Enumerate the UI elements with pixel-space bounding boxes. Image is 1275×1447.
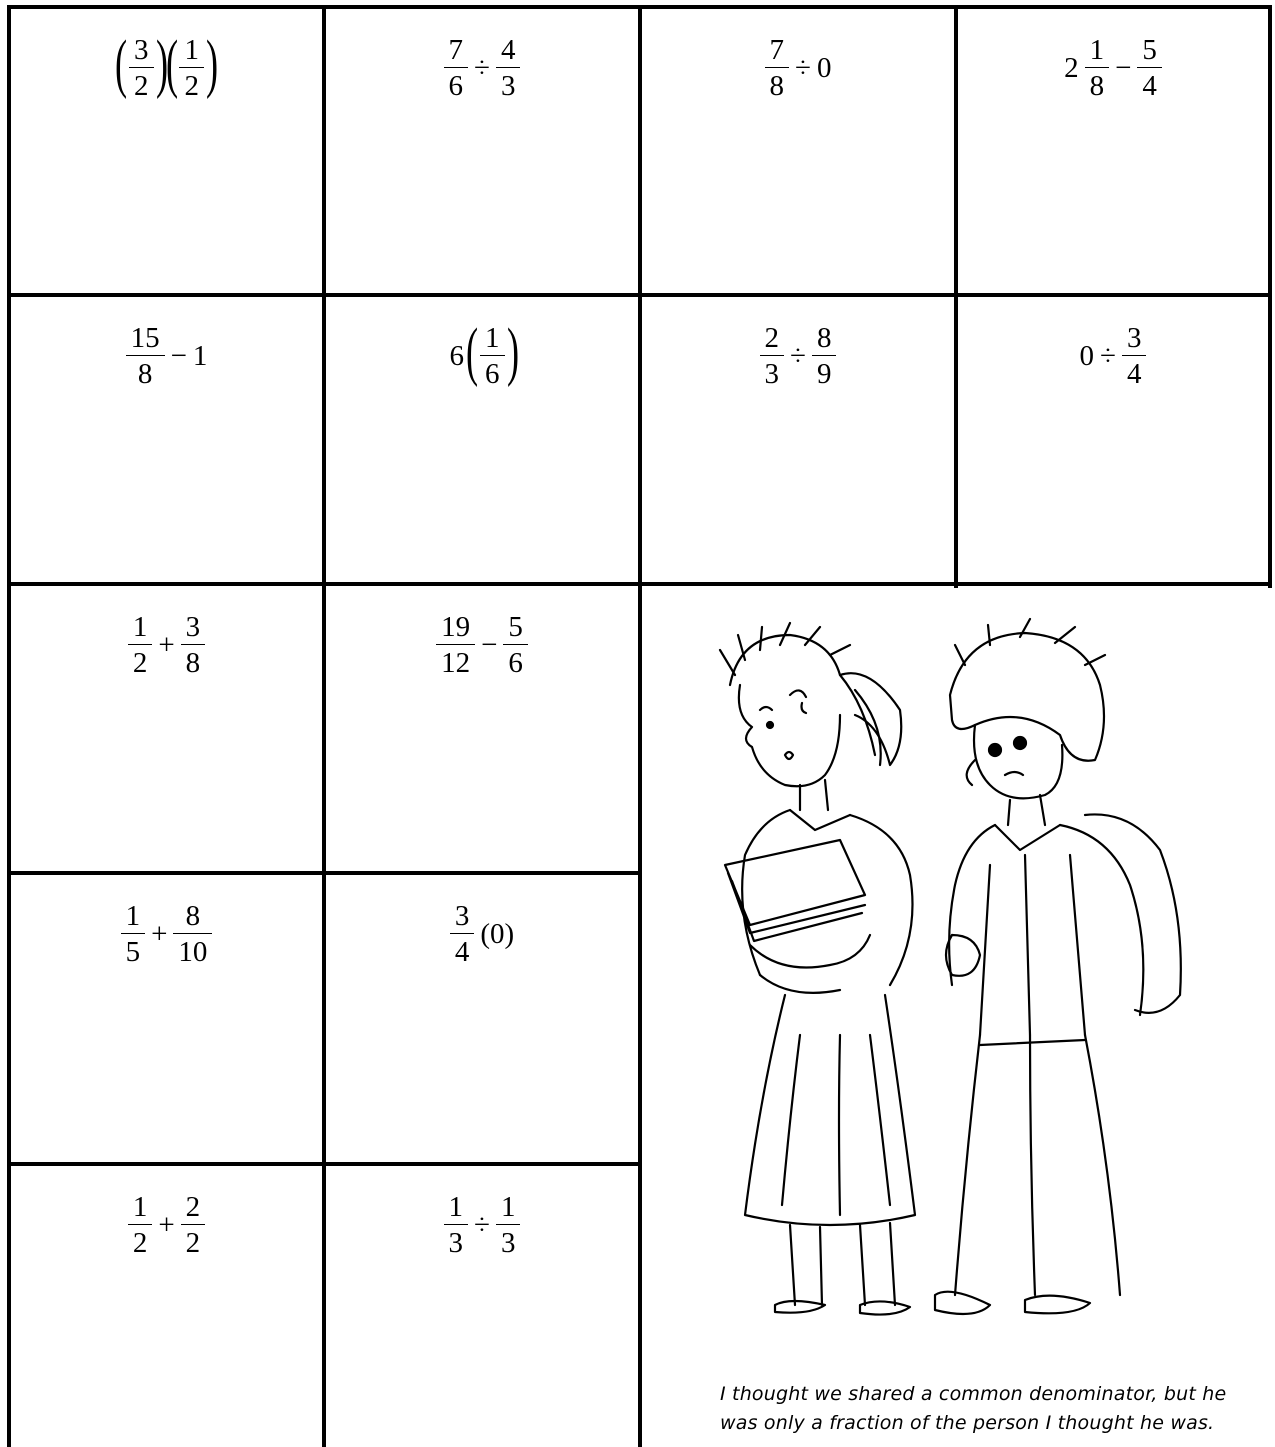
fraction — [760, 323, 785, 390]
numerator: 3 — [1126, 322, 1142, 354]
numerator: 1 — [184, 34, 199, 66]
problem-cell-r2c3 — [642, 297, 954, 582]
problem-cell-r1c4 — [958, 9, 1268, 293]
operator: − — [481, 628, 498, 661]
numerator: 3 — [454, 900, 470, 932]
denominator: 8 — [769, 70, 785, 103]
problem-cell-r1c3 — [642, 9, 954, 293]
open-paren: ( — [165, 27, 178, 101]
fraction — [496, 1192, 521, 1259]
caption-line-2: was only a fraction of the person I thought he was. — [720, 1412, 1215, 1434]
cartoon-caption — [720, 1380, 1240, 1438]
denominator: 3 — [500, 70, 516, 103]
whole-number: 0 — [1079, 339, 1095, 372]
problem-expression — [123, 323, 211, 582]
problem-expression — [125, 612, 208, 871]
numerator: 1 — [132, 611, 148, 643]
problem-cell-r1c2 — [326, 9, 638, 293]
problem-expression — [447, 901, 517, 1162]
problem-expression — [114, 27, 219, 293]
problem-expression — [1077, 323, 1150, 582]
fraction — [1085, 35, 1110, 102]
fraction — [129, 35, 154, 102]
problem-expression — [447, 315, 519, 582]
operator: + — [151, 917, 168, 950]
denominator: 3 — [764, 358, 780, 391]
operator: − — [1115, 51, 1132, 84]
fraction — [1137, 35, 1162, 102]
problem-cell-r5c2 — [326, 1166, 638, 1447]
fraction — [444, 1192, 469, 1259]
close-paren: ) — [506, 315, 519, 389]
denominator: 2 — [134, 70, 149, 103]
numerator: 1 — [448, 1191, 464, 1223]
numerator: 8 — [185, 900, 201, 932]
numerator: 4 — [500, 34, 516, 66]
fraction — [128, 612, 153, 679]
fraction — [128, 1192, 153, 1259]
problem-expression — [441, 35, 524, 293]
denominator: 2 — [184, 70, 199, 103]
denominator: 2 — [132, 1227, 148, 1260]
fraction — [480, 323, 505, 390]
numerator: 5 — [1142, 34, 1157, 66]
problem-expression — [118, 901, 216, 1162]
problem-expression — [441, 1192, 524, 1447]
girl-figure — [720, 623, 915, 1315]
fraction — [765, 35, 790, 102]
fraction — [503, 612, 528, 679]
problem-expression — [433, 612, 531, 871]
open-paren: ( — [465, 315, 479, 389]
fraction — [179, 35, 204, 102]
whole-number: 0 — [816, 51, 832, 84]
problem-expression — [1061, 35, 1165, 293]
caption-line-1: I thought we shared a common denominator, but he — [720, 1383, 1227, 1405]
numerator: 2 — [764, 322, 780, 354]
whole-number: 6 — [449, 339, 465, 372]
numerator: 7 — [769, 34, 785, 66]
close-paren: ) — [155, 27, 168, 101]
problem-cell-r2c2 — [326, 297, 638, 582]
numerator: 8 — [816, 322, 832, 354]
problem-cell-r3c1 — [11, 586, 322, 871]
problem-cell-r4c2 — [326, 875, 638, 1162]
open-paren: ( — [114, 27, 128, 101]
denominator: 12 — [441, 647, 471, 680]
problem-cell-r3c2 — [326, 586, 638, 871]
cartoon-illustration — [690, 615, 1230, 1425]
numerator: 5 — [508, 611, 523, 643]
fraction — [1122, 323, 1147, 390]
denominator: 9 — [816, 358, 832, 391]
numerator: 15 — [130, 322, 160, 354]
fraction — [126, 323, 165, 390]
fraction — [496, 35, 521, 102]
denominator: 4 — [454, 936, 470, 969]
numerator: 1 — [132, 1191, 148, 1223]
denominator: 2 — [132, 647, 148, 680]
whole-number: 1 — [192, 339, 208, 372]
fraction — [436, 612, 475, 679]
denominator: 8 — [1089, 70, 1105, 103]
problem-expression — [125, 1192, 208, 1447]
denominator: 10 — [178, 936, 208, 969]
numerator: 3 — [134, 34, 149, 66]
numerator: 1 — [485, 322, 500, 354]
denominator: 2 — [185, 1227, 201, 1260]
denominator: 6 — [448, 70, 464, 103]
numerator: 1 — [1089, 34, 1105, 66]
numerator: 1 — [500, 1191, 516, 1223]
denominator: 6 — [485, 358, 500, 391]
close-paren: ) — [205, 27, 219, 101]
fraction — [812, 323, 837, 390]
denominator: 3 — [500, 1227, 516, 1260]
operator: + — [158, 1208, 175, 1241]
numerator: 1 — [125, 900, 141, 932]
denominator: 6 — [508, 647, 523, 680]
operator: ÷ — [474, 1208, 490, 1241]
denominator: 4 — [1142, 70, 1157, 103]
problem-cell-r2c4 — [958, 297, 1268, 582]
numerator: 7 — [448, 34, 464, 66]
denominator: 3 — [448, 1227, 464, 1260]
fraction — [450, 901, 475, 968]
operator: ÷ — [474, 51, 490, 84]
numerator: 2 — [185, 1191, 201, 1223]
problem-expression — [762, 35, 835, 293]
denominator: 5 — [125, 936, 141, 969]
problem-cell-r2c1 — [11, 297, 322, 582]
fraction — [181, 612, 206, 679]
problem-expression — [757, 323, 840, 582]
parenthesized-zero: (0) — [480, 917, 515, 950]
problem-cell-r5c1 — [11, 1166, 322, 1447]
boy-figure — [935, 619, 1181, 1314]
whole-number: 2 — [1064, 51, 1079, 84]
numerator: 3 — [185, 611, 201, 643]
operator: ÷ — [790, 339, 806, 372]
fraction — [181, 1192, 206, 1259]
operator: − — [170, 339, 187, 372]
denominator: 8 — [137, 358, 153, 391]
numerator: 19 — [441, 611, 471, 643]
operator: + — [158, 628, 175, 661]
operator: ÷ — [1100, 339, 1116, 372]
denominator: 8 — [185, 647, 201, 680]
fraction — [444, 35, 469, 102]
denominator: 4 — [1126, 358, 1142, 391]
fraction — [121, 901, 146, 968]
operator: ÷ — [795, 51, 811, 84]
problem-cell-r1c1 — [11, 9, 322, 293]
problem-cell-r4c1 — [11, 875, 322, 1162]
fraction — [173, 901, 212, 968]
